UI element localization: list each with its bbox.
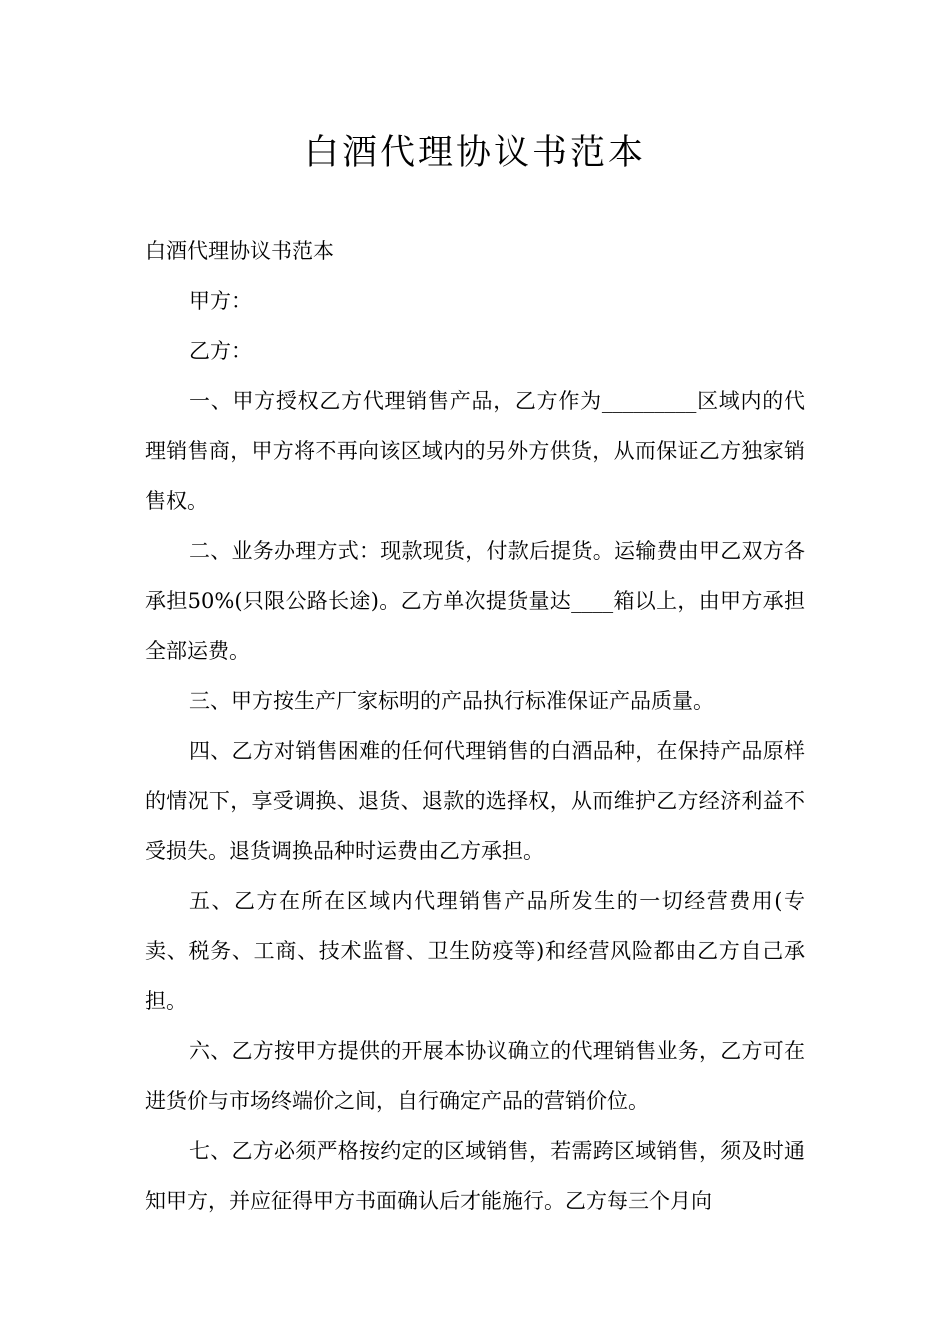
document-body <box>145 226 805 1226</box>
clause-6: 六、乙方按甲方提供的开展本协议确立的代理销售业务，乙方可在进货价与市场终端价之间，自行确定产品的营销价位。 <box>145 1039 805 1113</box>
document-subtitle: 白酒代理协议书范本 <box>145 239 334 263</box>
clause-2: 二、业务办理方式：现款现货，付款后提货。运输费由甲乙双方各承担50%(只限公路长途)。乙方单次提货量达____箱以上，由甲方承担全部运费。 <box>145 539 805 663</box>
clause-3: 三、甲方按生产厂家标明的产品执行标准保证产品质量。 <box>189 689 714 713</box>
clause-7: 七、乙方必须严格按约定的区域销售，若需跨区域销售，须及时通知甲方，并应征得甲方书面确认后才能施行。乙方每三个月向 <box>145 1139 805 1213</box>
document-title: 白酒代理协议书范本 <box>303 133 646 173</box>
clause-4: 四、乙方对销售困难的任何代理销售的白酒品种，在保持产品原样的情况下，享受调换、退货、退款的选择权，从而维护乙方经济利益不受损失。退货调换品种时运费由乙方承担。 <box>145 739 805 863</box>
clause-5: 五、乙方在所在区域内代理销售产品所发生的一切经营费用(专卖、税务、工商、技术监督、卫生防疫等)和经营风险都由乙方自己承担。 <box>145 889 805 1013</box>
party-a-line: 甲方： <box>189 289 252 313</box>
party-b-line: 乙方： <box>189 339 252 363</box>
clause-1: 一、甲方授权乙方代理销售产品，乙方作为_________区域内的代理销售商，甲方将不再向该区域内的另外方供货，从而保证乙方独家销售权。 <box>145 389 805 513</box>
